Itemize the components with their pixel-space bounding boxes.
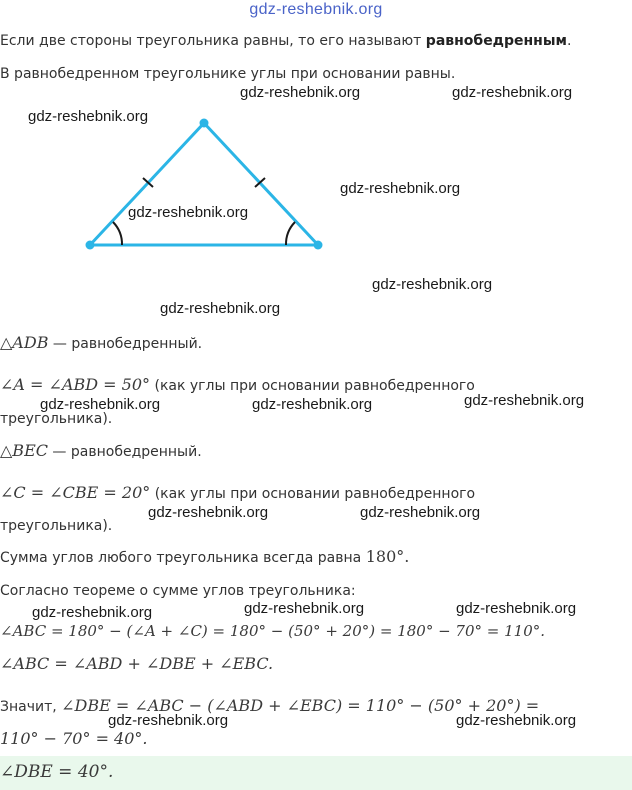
watermark: gdz-reshebnik.org xyxy=(252,396,373,413)
vertex-top xyxy=(200,119,209,128)
base-angle-arcs xyxy=(113,222,295,245)
watermark: gdz-reshebnik.org xyxy=(28,108,149,125)
watermark: gdz-reshebnik.org xyxy=(372,276,493,293)
abc-decomposition-equation: ∠ABC = ∠ABD + ∠DBE + ∠EBC. xyxy=(0,654,274,673)
triangle-left-side xyxy=(90,123,204,245)
definition-term: равнобедренным xyxy=(425,33,567,49)
step-abc-decomposition xyxy=(0,654,273,673)
final-answer xyxy=(0,762,113,782)
step-theorem-intro: Согласно теореме о сумме углов треугольника: xyxy=(0,583,356,599)
final-answer-equation: ∠DBE = 40°. xyxy=(0,762,114,782)
equal-side-ticks xyxy=(143,178,265,187)
watermark: gdz-reshebnik.org xyxy=(360,504,481,521)
step-angle-a-continuation: треугольника). xyxy=(0,411,113,427)
triangle-right-side xyxy=(204,123,318,245)
definition-pre: Если две стороны треугольника равны, то его называют xyxy=(0,33,426,49)
watermark: gdz-reshebnik.org xyxy=(456,600,577,617)
watermark: gdz-reshebnik.org xyxy=(128,204,249,221)
step-dbe-continuation xyxy=(0,729,148,748)
dbe-calculation-equation: ∠DBE = ∠ABC − (∠ABD + ∠EBC) = 110° − (50° + 20°) = xyxy=(61,696,540,715)
angle-c-reason: (как углы при основании равнобедренного xyxy=(150,486,476,502)
angle-a-equation: ∠A = ∠ABD = 50° xyxy=(0,375,151,394)
watermark-top: gdz-reshebnik.org xyxy=(249,1,383,18)
triangle-sides xyxy=(90,123,318,245)
abc-calculation-equation: ∠ABC = 180° − (∠A + ∠C) = 180° − (50° + 20°) = 180° − 70° = 110°. xyxy=(0,622,546,640)
dbe-therefore-text: Значит, xyxy=(0,699,62,715)
vertex-right xyxy=(314,241,323,250)
watermark: gdz-reshebnik.org xyxy=(340,180,461,197)
watermark: gdz-reshebnik.org xyxy=(244,600,365,617)
angle-a-reason: (как углы при основании равнобедренного xyxy=(150,378,475,394)
step-angle-c-continuation: треугольника). xyxy=(0,518,113,534)
dbe-continuation-equation: 110° − 70° = 40°. xyxy=(0,729,148,748)
watermark: gdz-reshebnik.org xyxy=(464,392,585,409)
angle-arc-right xyxy=(286,222,295,245)
step-adb-text: — равнобедренный. xyxy=(48,336,203,352)
step-bec-isosceles xyxy=(0,441,202,460)
watermark: gdz-reshebnik.org xyxy=(32,604,153,621)
base-angles-statement: В равнобедренном треугольнике углы при основании равны. xyxy=(0,66,456,82)
watermark: gdz-reshebnik.org xyxy=(40,396,161,413)
angle-c-equation: ∠C = ∠CBE = 20° xyxy=(0,483,151,502)
step-abc-calculation xyxy=(0,622,545,640)
angle-sum-value: 180°. xyxy=(365,547,410,566)
triangle-bec: △BEC xyxy=(0,441,48,460)
step-angle-c xyxy=(0,483,475,502)
step-bec-text: — равнобедренный. xyxy=(47,444,202,460)
isosceles-triangle-diagram xyxy=(0,0,632,320)
watermark: gdz-reshebnik.org xyxy=(148,504,269,521)
step-adb-isosceles xyxy=(0,333,202,352)
vertex-left xyxy=(86,241,95,250)
step-angle-a xyxy=(0,375,475,394)
definition-post: . xyxy=(566,33,572,49)
triangle-adb: △ADB xyxy=(0,333,49,352)
watermark: gdz-reshebnik.org xyxy=(160,300,281,317)
watermark: gdz-reshebnik.org xyxy=(108,712,229,729)
angle-arc-left xyxy=(113,222,122,245)
angle-sum-text: Сумма углов любого треугольника всегда равна xyxy=(0,550,366,566)
step-angle-sum xyxy=(0,547,409,566)
watermark: gdz-reshebnik.org xyxy=(240,84,361,101)
watermark: gdz-reshebnik.org xyxy=(456,712,577,729)
watermark: gdz-reshebnik.org xyxy=(452,84,573,101)
triangle-vertices xyxy=(86,119,323,250)
